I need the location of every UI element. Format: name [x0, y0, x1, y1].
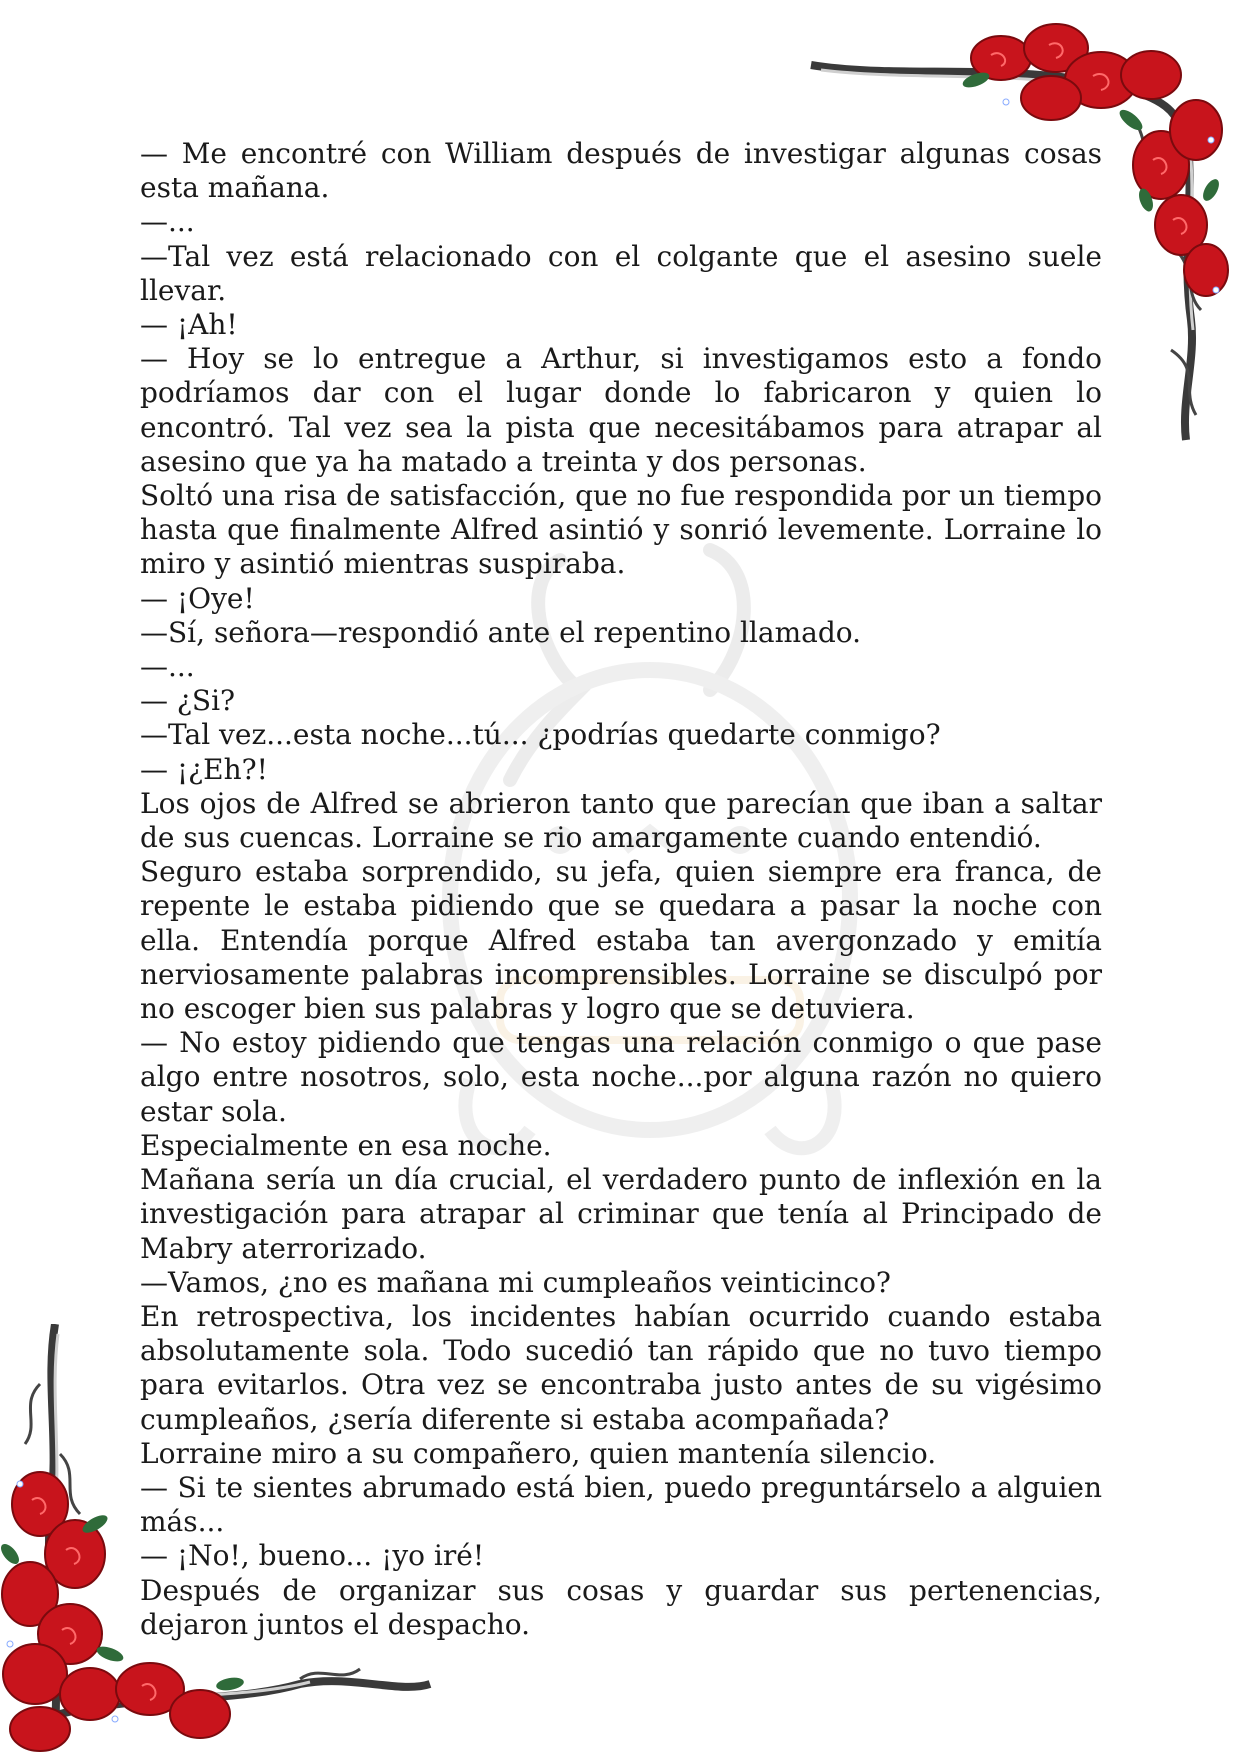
paragraph: —Sí, señora—respondió ante el repentino llamado. — [140, 615, 862, 649]
paragraph: En retrospectiva, los incidentes habían ocurrido cuando estaba absolutamente sola. Todo sucedió tan rápido que no tuvo tiempo para evitarlos. Otra vez se encontraba justo antes de su vigésimo cumpleaños, ¿sería diferente si estaba acompañada? — [140, 1299, 1102, 1436]
paragraph: Seguro estaba sorprendido, su jefa, quien siempre era franca, de repente le estaba pidiendo que se quedara a pasar la noche con ella. Entendía porque Alfred estaba tan avergonzado y emitía nerviosamente palabras incomprensibles. Lorraine se disculpó por no escoger bien sus palabras y logro que se detuviera. — [140, 855, 1102, 1026]
paragraph: Después de organizar sus cosas y guardar sus pertenencias, dejaron juntos el despacho. — [140, 1573, 1102, 1641]
paragraph: — ¡No!, bueno... ¡yo iré! — [140, 1539, 485, 1573]
paragraph: Especialmente en esa noche. — [140, 1128, 552, 1162]
paragraph: Lorraine miro a su compañero, quien mantenía silencio. — [140, 1436, 937, 1470]
paragraph: — ¡Oye! — [140, 581, 255, 615]
paragraph: — ¡¿Eh?! — [140, 752, 268, 786]
paragraph: —... — [140, 205, 195, 239]
story-text — [140, 137, 1102, 1642]
paragraph: Soltó una risa de satisfacción, que no fue respondida por un tiempo hasta que finalmente Alfred asintió y sonrió levemente. Lorraine lo miro y asintió mientras suspiraba. — [140, 479, 1102, 581]
paragraph: — Me encontré con William después de investigar algunas cosas esta mañana. — [140, 137, 1102, 205]
paragraph: — Si te sientes abrumado está bien, puedo preguntárselo a alguien más... — [140, 1470, 1102, 1539]
paragraph: — Hoy se lo entregue a Arthur, si investigamos esto a fondo podríamos dar con el lugar donde lo fabricaron y quien lo encontró. Tal vez sea la pista que necesitábamos para atrapar al asesino que ya ha matado a treinta y dos personas. — [140, 342, 1102, 478]
paragraph: — ¿Si? — [140, 684, 236, 718]
paragraph: —... — [140, 650, 195, 684]
paragraph: —Tal vez...esta noche...tú... ¿podrías quedarte conmigo? — [140, 718, 941, 752]
paragraph: —Tal vez está relacionado con el colgante que el asesino suele llevar. — [140, 239, 1102, 307]
paragraph: —Vamos, ¿no es mañana mi cumpleaños veinticinco? — [140, 1265, 891, 1299]
paragraph: — No estoy pidiendo que tengas una relación conmigo o que pase algo entre nosotros, solo, esta noche...por alguna razón no quiero estar sola. — [140, 1026, 1102, 1128]
paragraph: — ¡Ah! — [140, 308, 238, 342]
paragraph: Mañana sería un día crucial, el verdadero punto de inflexión en la investigación para atrapar al criminar que tenía al Principado de Mabry aterrorizado. — [140, 1163, 1102, 1265]
paragraph: Los ojos de Alfred se abrieron tanto que parecían que iban a saltar de sus cuencas. Lorraine se rio amargamente cuando entendió. — [140, 786, 1102, 855]
